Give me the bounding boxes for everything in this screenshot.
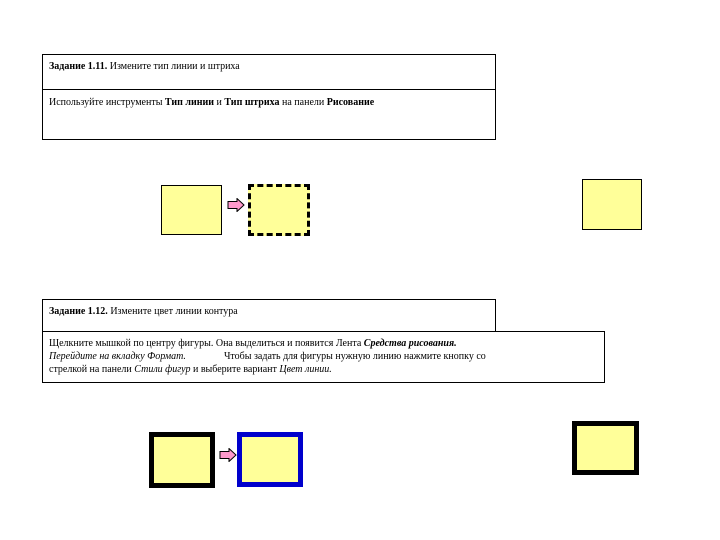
example-square-black-outline[interactable] [149,432,215,488]
instruction-line-1-text: Щелкните мышкой по центру фигуры. Она выделиться и появится Лента [49,338,364,349]
line-color-option-name: Цвет линии. [279,364,332,375]
instruction-line-2-text: Чтобы задать для фигуры нужную линию нажмите кнопку со [223,351,486,362]
task-1-12-instruction-box [42,331,605,383]
drawing-tools-ribbon-name: Средства рисования. [363,338,457,349]
line-type-tool-name: Тип линии [164,97,215,108]
task-1-11-instruction-box [42,89,496,140]
practice-square-2[interactable] [572,421,639,475]
task-1-11-title-box [42,54,496,90]
task-1-11-text-1: Используйте инструменты [49,97,165,108]
instruction-line-2 [49,350,598,363]
instruction-line-1 [49,337,598,350]
format-tab-instruction: Перейдите на вкладку Формат. [49,351,186,362]
task-1-12-number: Задание 1.12. [49,306,108,317]
instruction-line-3-text-2: и выберите вариант [190,364,280,375]
right-arrow-icon-2 [219,448,237,462]
result-square-blue-outline[interactable] [237,432,303,487]
task-1-11-title: Измените тип линии и штриха [107,61,240,72]
instruction-line-3 [49,363,598,376]
drawing-panel-name: Рисование [326,97,375,108]
task-1-11-text-2: и [214,97,225,108]
task-1-11-number: Задание 1.11. [49,61,108,72]
result-square-dashed-line[interactable] [248,184,310,236]
right-arrow-icon [227,198,245,212]
practice-square-1[interactable] [582,179,642,230]
instruction-line-3-text: стрелкой на панели [49,364,135,375]
task-1-12-title: Измените цвет линии контура [107,306,238,317]
task-1-12-title-box [42,299,496,332]
task-1-11-text-3: на панели [279,97,327,108]
dash-type-tool-name: Тип штриха [224,97,280,108]
shape-styles-panel-name: Стили фигур [134,364,191,375]
example-square-solid-line[interactable] [161,185,222,235]
